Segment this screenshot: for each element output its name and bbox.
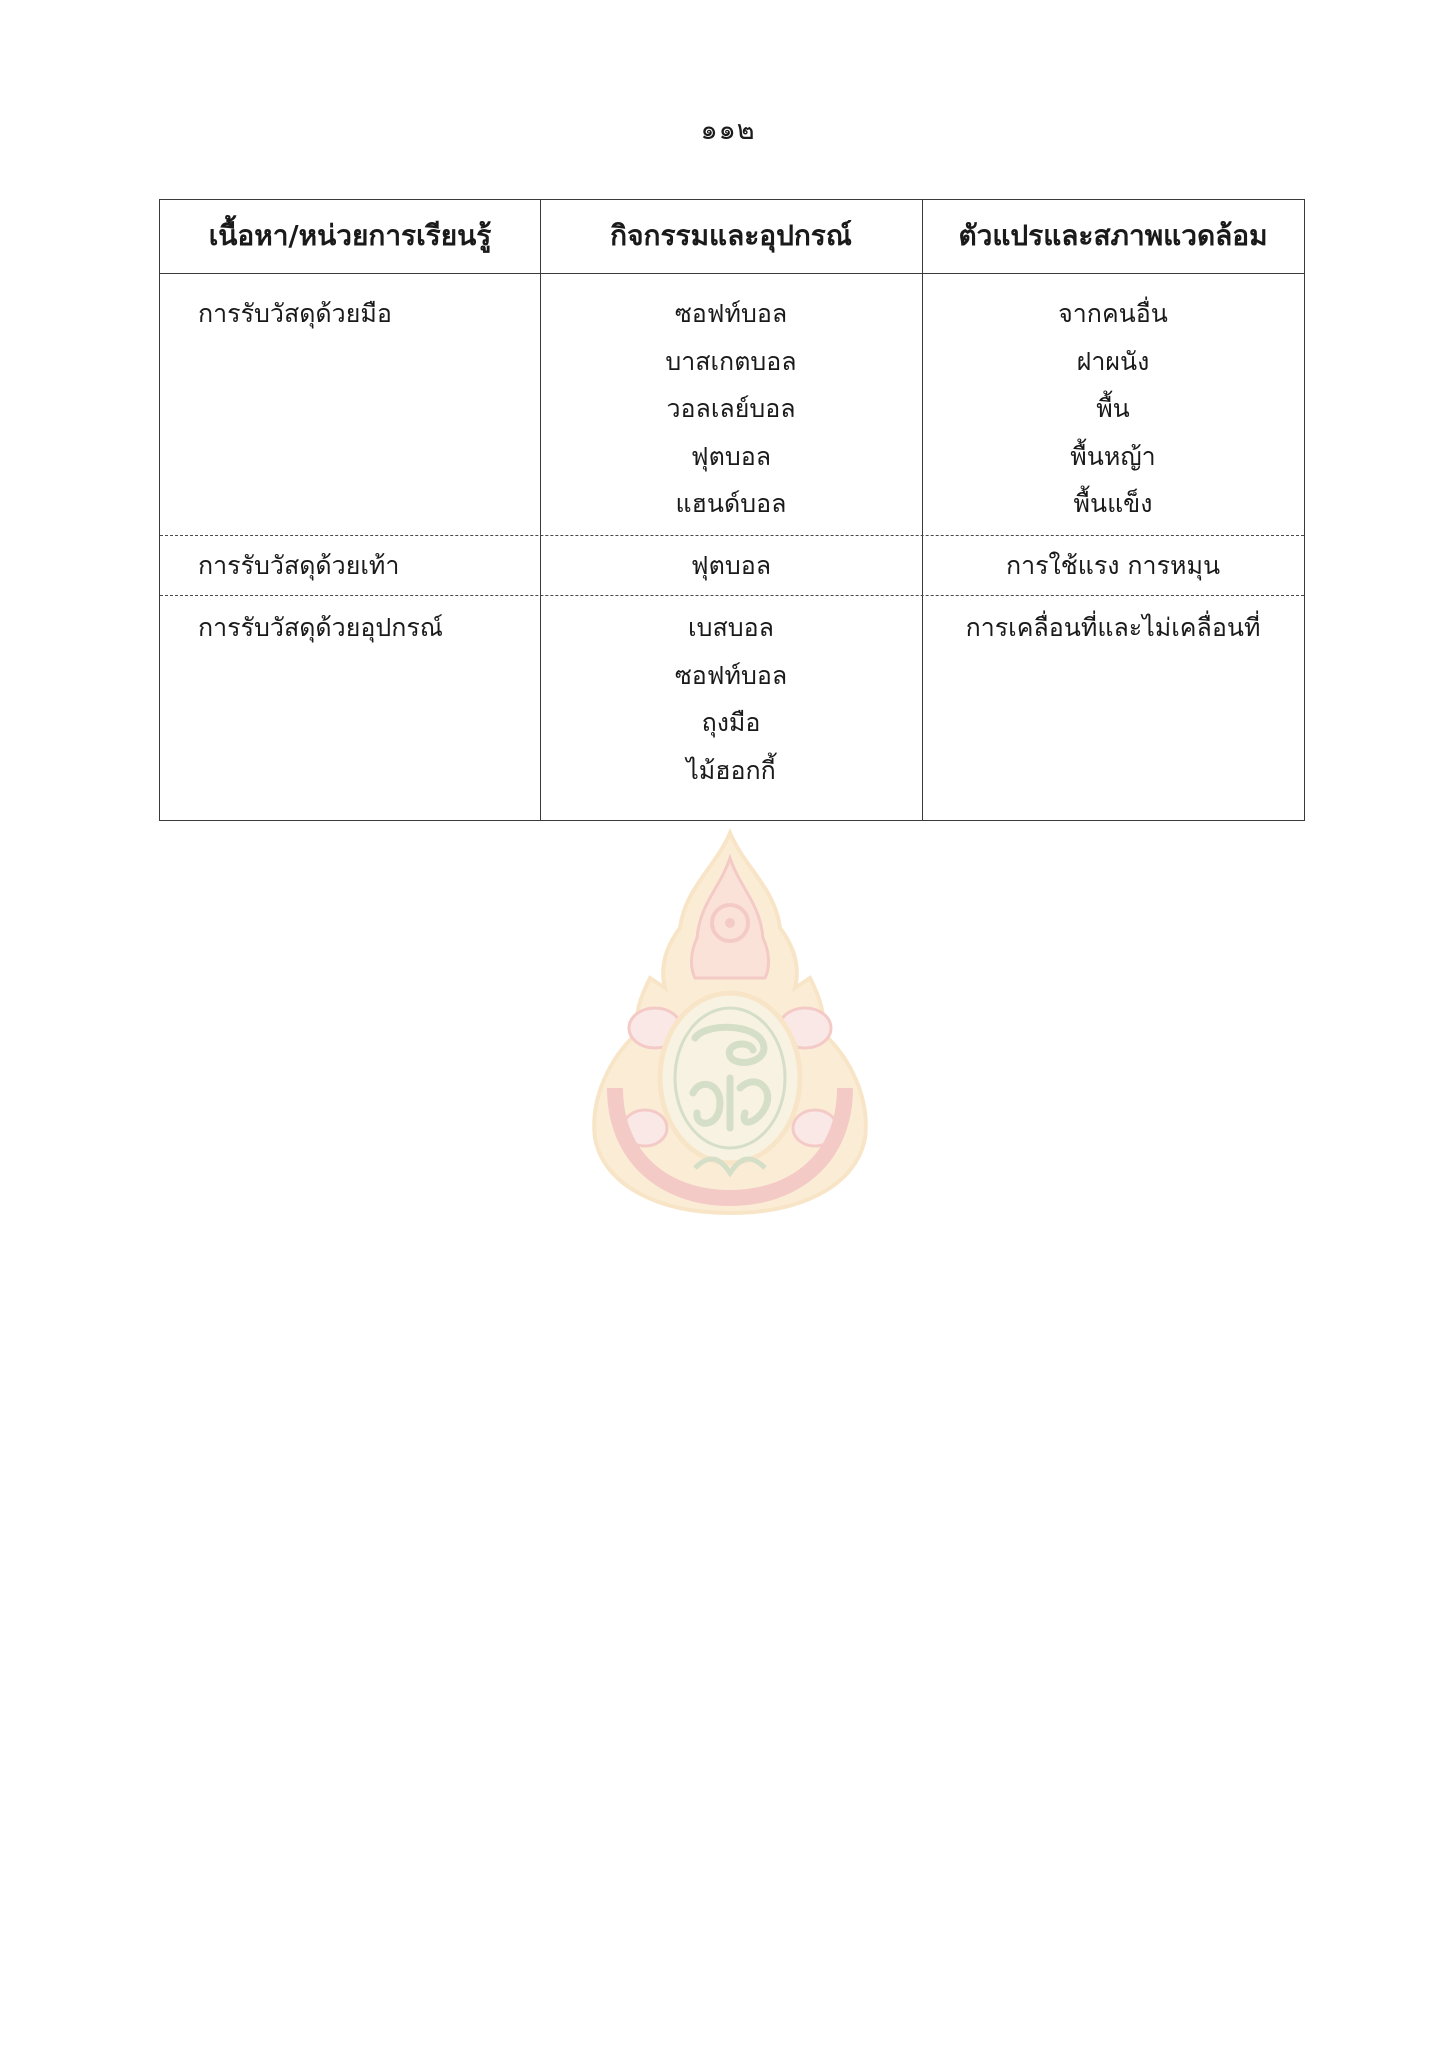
curriculum-table — [159, 199, 1305, 821]
header-content-unit: เนื้อหา/หน่วยการเรียนรู้ — [208, 219, 492, 252]
table-row-3-variables — [922, 604, 1304, 652]
table-row-1-activities — [540, 290, 922, 528]
list-item: พื้น — [1096, 394, 1130, 423]
row-separator — [160, 595, 1304, 596]
list-item: การใช้แรง การหมุน — [1005, 551, 1221, 580]
list-item: ฝาผนัง — [1076, 346, 1150, 376]
table-header-row — [160, 200, 1304, 274]
list-item: ฟุตบอล — [690, 441, 772, 471]
list-item: ซอฟท์บอล — [674, 299, 788, 328]
list-item: ไม้ฮอกกี้ — [686, 755, 776, 785]
list-item: บาสเกตบอล — [665, 346, 797, 376]
list-item: จากคนอื่น — [1058, 299, 1168, 328]
table-row-3-activities — [540, 604, 922, 794]
header-activities-equipment: กิจกรรมและอุปกรณ์ — [610, 219, 852, 252]
list-item: การเคลื่อนที่และไม่เคลื่อนที่ — [965, 613, 1261, 642]
table-row-2-content: การรับวัสดุด้วยเท้า — [198, 551, 400, 580]
page-number: ๑๑๒ — [700, 115, 756, 146]
table-row-3-content: การรับวัสดุด้วยอุปกรณ์ — [198, 613, 443, 642]
list-item: พื้นหญ้า — [1070, 441, 1156, 471]
header-variables-environment: ตัวแปรและสภาพแวดล้อม — [958, 219, 1268, 252]
list-item: ซอฟท์บอล — [674, 660, 788, 690]
list-item: วอลเลย์บอล — [666, 394, 796, 423]
table-row-1-content: การรับวัสดุด้วยมือ — [198, 299, 392, 328]
list-item: เบสบอล — [688, 613, 774, 642]
obec-seal-watermark-icon — [585, 828, 875, 1218]
table-row-2-activities — [540, 542, 922, 590]
list-item: ฟุตบอล — [690, 551, 772, 580]
table-row-1-variables — [922, 290, 1304, 528]
list-item: ถุงมือ — [701, 708, 761, 737]
row-separator — [160, 535, 1304, 536]
list-item: แฮนด์บอล — [675, 489, 787, 518]
list-item: พื้นแข็ง — [1073, 489, 1153, 518]
table-row-2-variables — [922, 542, 1304, 590]
